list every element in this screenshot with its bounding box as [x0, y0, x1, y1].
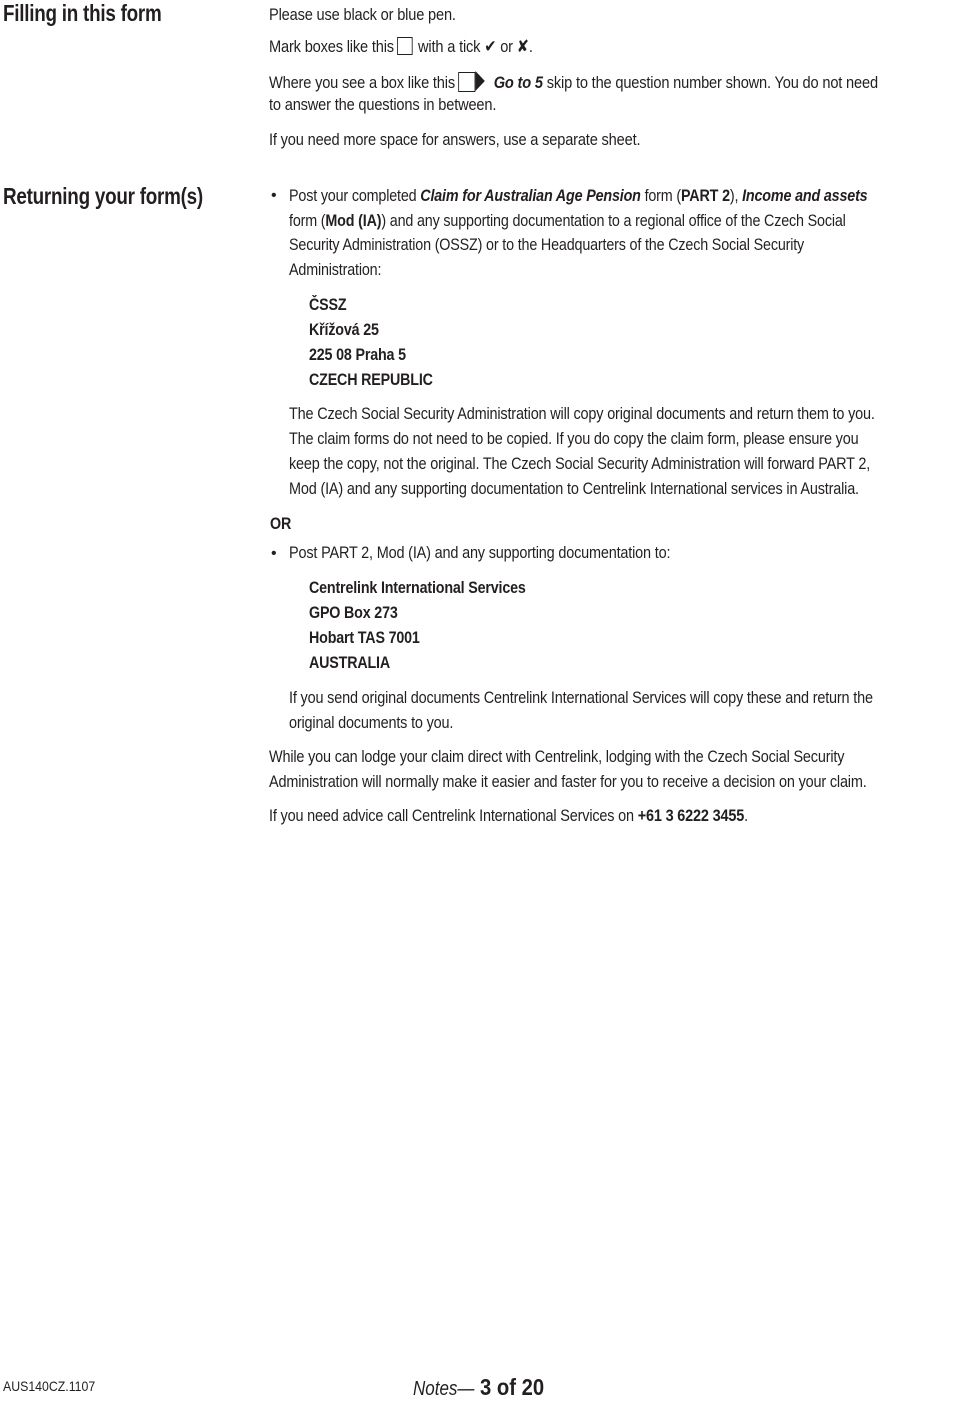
post-instruction-line3: Security Administration (OSSZ) or to the Headquarters of the Czech Social Security [289, 235, 805, 254]
instruction-more-space: If you need more space for answers, use a separate sheet. [269, 130, 641, 149]
notes-label [413, 1378, 474, 1401]
instruction-mark-boxes-text: Mark boxes like this [269, 37, 394, 56]
phone-number: +61 3 6222 3455 [637, 806, 745, 825]
bullet-icon: • [271, 545, 277, 562]
instruction-skip-text: skip to the question number shown. You do not need [546, 73, 878, 92]
separator-text: ), [729, 186, 743, 205]
post-instruction-line1 [289, 186, 867, 206]
post-text: Post your completed [289, 186, 421, 205]
notes-text: Notes [413, 1378, 458, 1400]
empty-checkbox-icon [397, 37, 412, 55]
advice-period: . [744, 806, 748, 825]
paragraph-line: While you can lodge your claim direct with Centrelink, lodging with the Czech Social Security [269, 747, 845, 766]
instruction-period: . [528, 37, 533, 56]
instruction-tick-text: with a tick [418, 37, 481, 56]
address-line: Hobart TAS 7001 [309, 628, 420, 647]
paragraph-line: The Czech Social Security Administration will copy original documents and return them to you. [289, 404, 875, 423]
instruction-pen: Please use black or blue pen. [269, 5, 456, 24]
post-part2-instruction: Post PART 2, Mod (IA) and any supporting documentation to: [289, 543, 671, 562]
post-instruction-line4: Administration: [289, 260, 382, 279]
bullet-icon: • [271, 187, 277, 204]
advice-line [269, 806, 748, 826]
address-line: Křížová 25 [309, 320, 379, 339]
form-text: form ( [289, 211, 326, 230]
address-line: 225 08 Praha 5 [309, 345, 406, 364]
notes-dash: — [457, 1378, 475, 1400]
form-text: form ( [640, 186, 681, 205]
instruction-goto [269, 71, 878, 93]
paragraph-line: If you send original documents Centrelink International Services will copy these and return the [289, 688, 873, 707]
tick-icon: ✔ [484, 37, 497, 57]
address-line: GPO Box 273 [309, 603, 398, 622]
claim-form-title: Claim for Australian Age Pension [420, 186, 641, 205]
address-line: ČSSZ [309, 295, 347, 314]
paragraph-line: Administration will normally make it easier and faster for you to receive a decision on your claim. [269, 772, 867, 791]
section-heading-returning: Returning your form(s) [3, 183, 203, 209]
post-instruction-line2 [289, 211, 846, 231]
instruction-goto-text: Where you see a box like this [269, 73, 455, 92]
address-line: AUSTRALIA [309, 653, 390, 672]
part2-label: PART 2 [680, 186, 730, 205]
paragraph-line: keep the copy, not the original. The Czech Social Security Administration will forward PART 2, [289, 454, 871, 473]
goto-arrow-icon [476, 71, 485, 91]
goto-label: Go to 5 [493, 73, 543, 92]
paragraph-line: original documents to you. [289, 713, 454, 732]
form-code: AUS140CZ.1107 [3, 1378, 96, 1394]
page-number: 3 of 20 [480, 1374, 545, 1400]
or-label: OR [270, 514, 292, 533]
advice-text: If you need advice call Centrelink International Services on [269, 806, 638, 825]
instruction-or-text: or [500, 37, 513, 56]
address-line: Centrelink International Services [309, 578, 526, 597]
supporting-text: ) and any supporting documentation to a regional office of the Czech Social [381, 211, 846, 230]
section-heading-filling: Filling in this form [3, 0, 162, 26]
cross-icon: ✘ [516, 37, 529, 57]
mod-ia-label: Mod (IA) [325, 211, 382, 230]
address-line: CZECH REPUBLIC [309, 370, 433, 389]
paragraph-line: The claim forms do not need to be copied. If you do copy the claim form, please ensure you [289, 429, 859, 448]
income-assets-title: Income and assets [742, 186, 868, 205]
instruction-mark-boxes [269, 37, 533, 57]
instruction-between: to answer the questions in between. [269, 95, 497, 114]
paragraph-line: Mod (IA) and any supporting documentation to Centrelink International services in Australia. [289, 479, 859, 498]
goto-box-icon [458, 72, 475, 92]
